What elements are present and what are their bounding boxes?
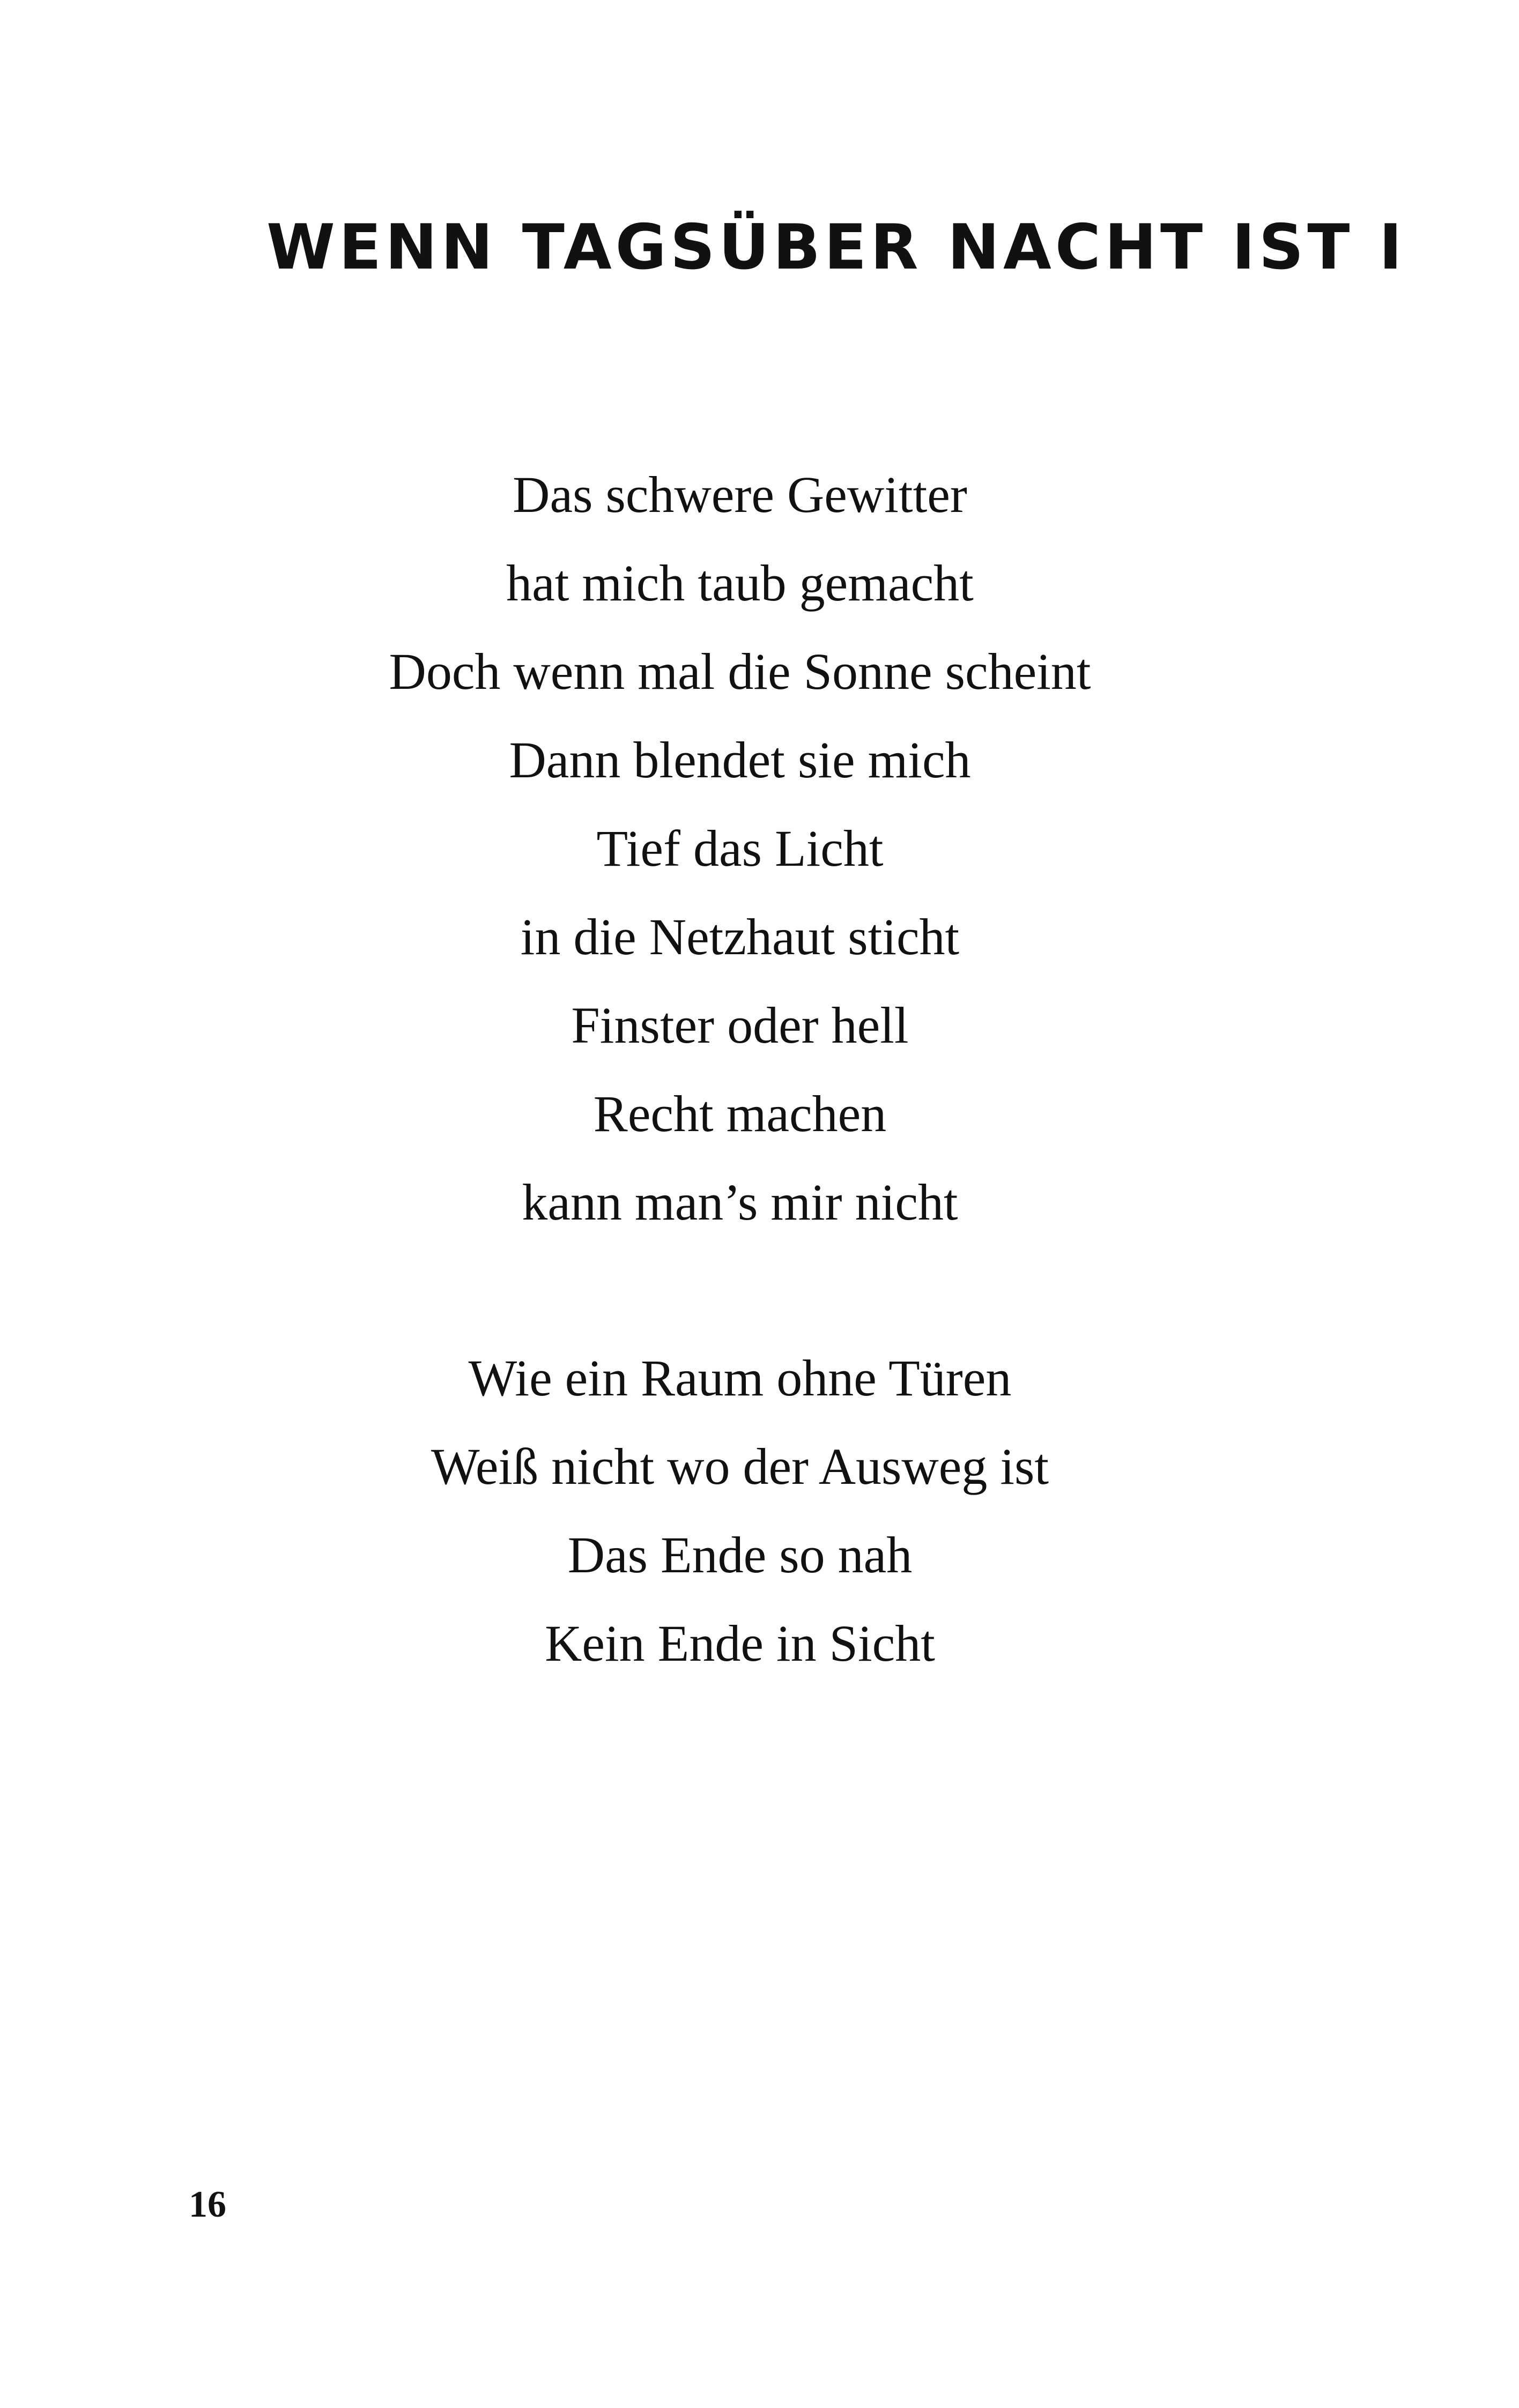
- poem-stanza-2: [0, 1349, 1480, 1703]
- poem-stanza-1: [0, 465, 1480, 1261]
- page-number: 16: [189, 2184, 226, 2225]
- poem-line: Finster oder hell: [571, 997, 909, 1054]
- poem-line: Kein Ende in Sicht: [545, 1615, 935, 1672]
- poem-line: Recht machen: [593, 1085, 887, 1142]
- poem-title: WENN TAGSÜBER NACHT IST I: [266, 211, 1406, 284]
- poem-line: Das Ende so nah: [567, 1526, 913, 1584]
- poem-line: kann man’s mir nicht: [522, 1173, 958, 1231]
- poem-line: Tief das Licht: [596, 820, 884, 877]
- poem-line: Das schwere Gewitter: [513, 466, 967, 523]
- poem-line: Weiß nicht wo der Ausweg ist: [431, 1438, 1049, 1495]
- poem-line: Wie ein Raum ohne Türen: [468, 1349, 1012, 1407]
- poem-line: hat mich taub gemacht: [506, 554, 974, 612]
- poem-line: Doch wenn mal die Sonne scheint: [389, 643, 1091, 700]
- poem-line: in die Netzhaut sticht: [520, 908, 960, 965]
- poem-line: Dann blendet sie mich: [509, 731, 971, 789]
